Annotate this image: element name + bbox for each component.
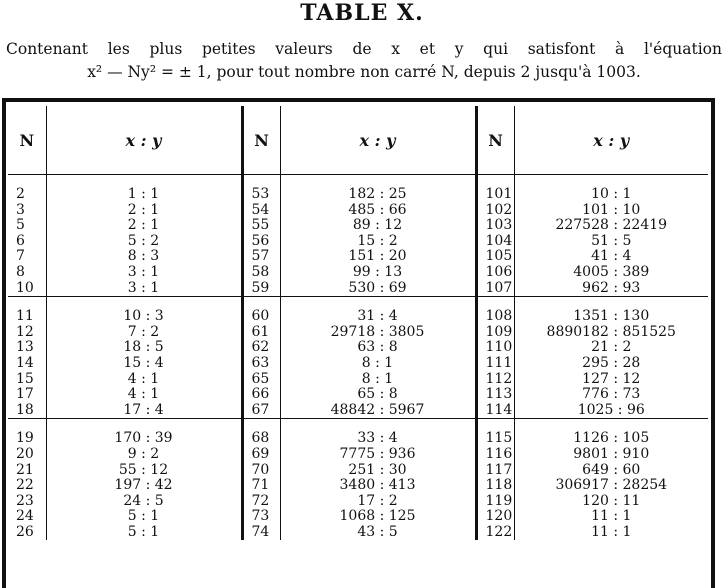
cell-n: 104 <box>476 234 514 250</box>
cell-n: 73 <box>242 509 280 525</box>
cell-n: 11 <box>16 308 34 325</box>
cell-xy: 120 : 11 <box>514 494 708 510</box>
cell-xy: 5 : 1 <box>46 509 242 525</box>
table-row <box>8 281 708 297</box>
cell-xy: 306917 : 28254 <box>514 478 708 494</box>
cell-xy: 1351 : 130 <box>514 309 708 325</box>
table-row <box>8 509 708 525</box>
cell-xy: 8 : 1 <box>280 356 476 372</box>
table-row <box>8 249 708 265</box>
table-row <box>8 265 708 281</box>
cell-xy: 8890182 : 851525 <box>514 325 708 341</box>
cell-n: 110 <box>476 340 514 356</box>
cell-xy: 11 : 1 <box>514 525 708 541</box>
table-row <box>8 187 708 203</box>
cell-n: 59 <box>242 281 280 297</box>
table-row <box>8 309 708 325</box>
cell-xy: 9 : 2 <box>46 447 242 463</box>
header-n: N <box>8 106 46 175</box>
table-row <box>8 234 708 250</box>
cell-n: 58 <box>242 265 280 281</box>
table-row <box>8 218 708 234</box>
cell-n: 105 <box>476 249 514 265</box>
cell-n: 116 <box>476 447 514 463</box>
cell-n: 101 <box>476 187 514 203</box>
cell-xy: 18 : 5 <box>46 340 242 356</box>
cell-n: 114 <box>476 403 514 419</box>
cell-xy: 182 : 25 <box>280 187 476 203</box>
table-row <box>8 494 708 510</box>
cell-xy: 295 : 28 <box>514 356 708 372</box>
table-caption <box>6 38 722 84</box>
cell-xy: 3 : 1 <box>46 265 242 281</box>
cell-n: 62 <box>242 340 280 356</box>
cell-n: 20 <box>16 445 34 462</box>
header-xy: x : y <box>514 106 708 175</box>
cell-xy: 8 : 1 <box>280 372 476 388</box>
table-row <box>8 372 708 388</box>
cell-xy: 227528 : 22419 <box>514 218 708 234</box>
cell-xy: 43 : 5 <box>280 525 476 541</box>
cell-n: 112 <box>476 372 514 388</box>
cell-xy: 10 : 1 <box>514 187 708 203</box>
cell-xy: 649 : 60 <box>514 463 708 479</box>
cell-n: 54 <box>242 203 280 219</box>
table-row <box>8 203 708 219</box>
cell-n: 65 <box>242 372 280 388</box>
cell-n: 107 <box>476 281 514 297</box>
cell-xy: 1068 : 125 <box>280 509 476 525</box>
cell-n: 61 <box>242 325 280 341</box>
cell-n: 21 <box>16 461 34 478</box>
table-row <box>8 447 708 463</box>
cell-xy: 51 : 5 <box>514 234 708 250</box>
cell-xy: 8 : 3 <box>46 249 242 265</box>
cell-xy: 7775 : 936 <box>280 447 476 463</box>
table-row <box>8 525 708 541</box>
cell-xy: 1 : 1 <box>46 187 242 203</box>
cell-n: 22 <box>16 477 34 494</box>
cell-xy: 9801 : 910 <box>514 447 708 463</box>
table-row <box>8 478 708 494</box>
cell-n: 17 <box>16 386 34 403</box>
cell-n: 115 <box>476 431 514 447</box>
cell-n: 15 <box>16 370 34 387</box>
cell-xy: 5 : 1 <box>46 525 242 541</box>
cell-n: 70 <box>242 463 280 479</box>
cell-n: 63 <box>242 356 280 372</box>
cell-n: 102 <box>476 203 514 219</box>
cell-xy: 29718 : 3805 <box>280 325 476 341</box>
cell-n: 68 <box>242 431 280 447</box>
cell-n: 122 <box>476 525 514 541</box>
cell-n: 18 <box>16 401 34 418</box>
cell-n: 71 <box>242 478 280 494</box>
cell-n: 55 <box>242 218 280 234</box>
cell-xy: 101 : 10 <box>514 203 708 219</box>
table-row <box>8 340 708 356</box>
cell-xy: 2 : 1 <box>46 218 242 234</box>
cell-n: 6 <box>16 232 25 249</box>
header-xy: x : y <box>280 106 476 175</box>
cell-xy: 7 : 2 <box>46 325 242 341</box>
header-n: N <box>242 106 280 175</box>
cell-xy: 127 : 12 <box>514 372 708 388</box>
cell-xy: 31 : 4 <box>280 309 476 325</box>
pell-table <box>8 106 708 540</box>
cell-xy: 15 : 2 <box>280 234 476 250</box>
cell-n: 13 <box>16 339 34 356</box>
cell-n: 106 <box>476 265 514 281</box>
cell-xy: 170 : 39 <box>46 431 242 447</box>
cell-n: 2 <box>16 186 25 202</box>
cell-n: 5 <box>16 217 25 234</box>
cell-xy: 1126 : 105 <box>514 431 708 447</box>
cell-n: 53 <box>242 187 280 203</box>
cell-xy: 251 : 30 <box>280 463 476 479</box>
cell-xy: 3 : 1 <box>46 281 242 297</box>
cell-n: 3 <box>16 201 25 218</box>
cell-n: 66 <box>242 387 280 403</box>
cell-xy: 776 : 73 <box>514 387 708 403</box>
cell-xy: 530 : 69 <box>280 281 476 297</box>
cell-xy: 17 : 4 <box>46 403 242 419</box>
cell-n: 117 <box>476 463 514 479</box>
header-xy: x : y <box>46 106 242 175</box>
table-row <box>8 387 708 403</box>
cell-n: 24 <box>16 508 34 525</box>
cell-xy: 485 : 66 <box>280 203 476 219</box>
cell-n: 119 <box>476 494 514 510</box>
cell-xy: 11 : 1 <box>514 509 708 525</box>
cell-n: 67 <box>242 403 280 419</box>
cell-n: 57 <box>242 249 280 265</box>
cell-xy: 10 : 3 <box>46 309 242 325</box>
cell-n: 7 <box>16 248 25 265</box>
cell-n: 120 <box>476 509 514 525</box>
cell-xy: 17 : 2 <box>280 494 476 510</box>
cell-n: 8 <box>16 263 25 280</box>
cell-n: 23 <box>16 492 34 509</box>
cell-xy: 41 : 4 <box>514 249 708 265</box>
cell-n: 113 <box>476 387 514 403</box>
cell-xy: 55 : 12 <box>46 463 242 479</box>
page-title: TABLE X. <box>300 0 424 26</box>
cell-n: 74 <box>242 525 280 541</box>
table-row <box>8 325 708 341</box>
caption-line-2: x² — Ny² = ± 1, pour tout nombre non carré N, depuis 2 jusqu'à 1003. <box>87 63 641 81</box>
cell-xy: 4 : 1 <box>46 372 242 388</box>
cell-xy: 63 : 8 <box>280 340 476 356</box>
cell-n: 118 <box>476 478 514 494</box>
cell-xy: 21 : 2 <box>514 340 708 356</box>
cell-n: 108 <box>476 309 514 325</box>
cell-n: 60 <box>242 309 280 325</box>
table-row <box>8 431 708 447</box>
cell-n: 26 <box>16 523 34 540</box>
table-row <box>8 356 708 372</box>
cell-xy: 48842 : 5967 <box>280 403 476 419</box>
cell-n: 56 <box>242 234 280 250</box>
cell-xy: 15 : 4 <box>46 356 242 372</box>
cell-xy: 65 : 8 <box>280 387 476 403</box>
cell-n: 69 <box>242 447 280 463</box>
header-row <box>8 106 708 175</box>
table-row <box>8 403 708 419</box>
cell-xy: 1025 : 96 <box>514 403 708 419</box>
spacer-cell <box>8 175 46 188</box>
cell-n: 103 <box>476 218 514 234</box>
cell-xy: 3480 : 413 <box>280 478 476 494</box>
cell-xy: 2 : 1 <box>46 203 242 219</box>
cell-n: 14 <box>16 354 34 371</box>
cell-n: 12 <box>16 323 34 340</box>
header-n: N <box>476 106 514 175</box>
cell-n: 72 <box>242 494 280 510</box>
table-row <box>8 463 708 479</box>
cell-n: 111 <box>476 356 514 372</box>
cell-xy: 5 : 2 <box>46 234 242 250</box>
table-body <box>8 175 708 541</box>
cell-n: 19 <box>16 430 34 447</box>
cell-xy: 99 : 13 <box>280 265 476 281</box>
caption-line-1: Contenant les plus petites valeurs de x et y qui satisfont à l'équation <box>6 40 722 58</box>
cell-xy: 33 : 4 <box>280 431 476 447</box>
cell-xy: 962 : 93 <box>514 281 708 297</box>
cell-xy: 197 : 42 <box>46 478 242 494</box>
cell-n: 10 <box>16 279 34 296</box>
cell-xy: 89 : 12 <box>280 218 476 234</box>
cell-xy: 4 : 1 <box>46 387 242 403</box>
cell-xy: 4005 : 389 <box>514 265 708 281</box>
cell-n: 109 <box>476 325 514 341</box>
cell-xy: 151 : 20 <box>280 249 476 265</box>
cell-xy: 24 : 5 <box>46 494 242 510</box>
